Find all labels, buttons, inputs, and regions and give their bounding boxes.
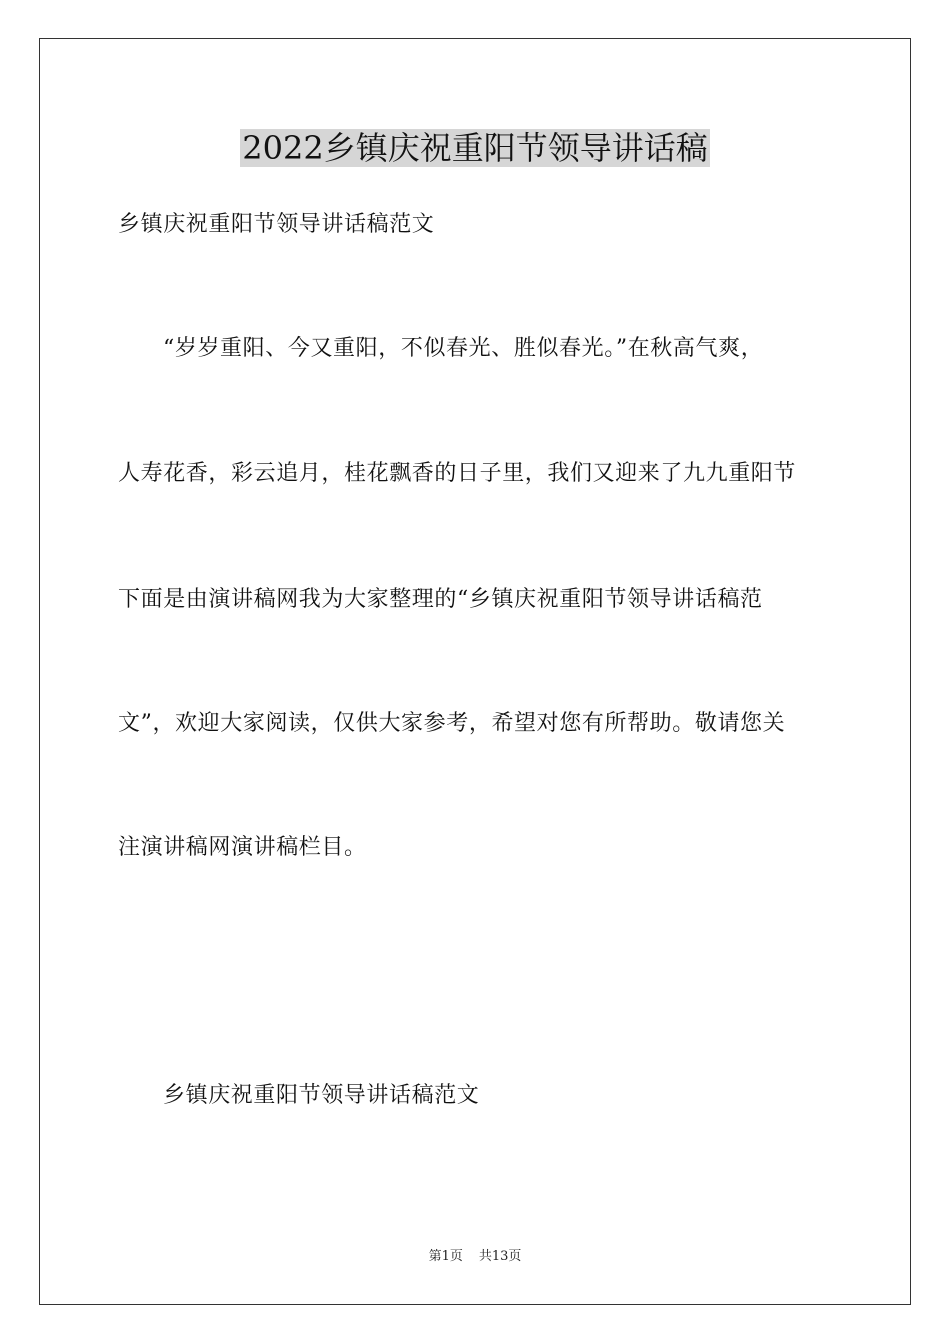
section-heading: 乡镇庆祝重阳节领导讲话稿范文 (163, 1083, 480, 1108)
document-title-text: 2022乡镇庆祝重阳节领导讲话稿 (242, 129, 708, 167)
paragraph-line: 注演讲稿网演讲稿栏目。 (118, 835, 367, 860)
document-subtitle: 乡镇庆祝重阳节领导讲话稿范文 (118, 212, 435, 237)
document-title (0, 126, 950, 170)
paragraph-line: 下面是由演讲稿网我为大家整理的“乡镇庆祝重阳节领导讲话稿范 (118, 587, 763, 612)
page-number: 第1页 (428, 1249, 463, 1264)
paragraph-line: 文”，欢迎大家阅读，仅供大家参考，希望对您有所帮助。敬请您关 (118, 711, 786, 736)
paragraph-line: “岁岁重阳、今又重阳，不似春光、胜似春光。”在秋高气爽， (163, 336, 764, 361)
paragraph-line: 人寿花香，彩云追月，桂花飘香的日子里，我们又迎来了九九重阳节 (118, 461, 797, 486)
page-footer (0, 1248, 950, 1266)
page-total: 共13页 (478, 1249, 522, 1264)
